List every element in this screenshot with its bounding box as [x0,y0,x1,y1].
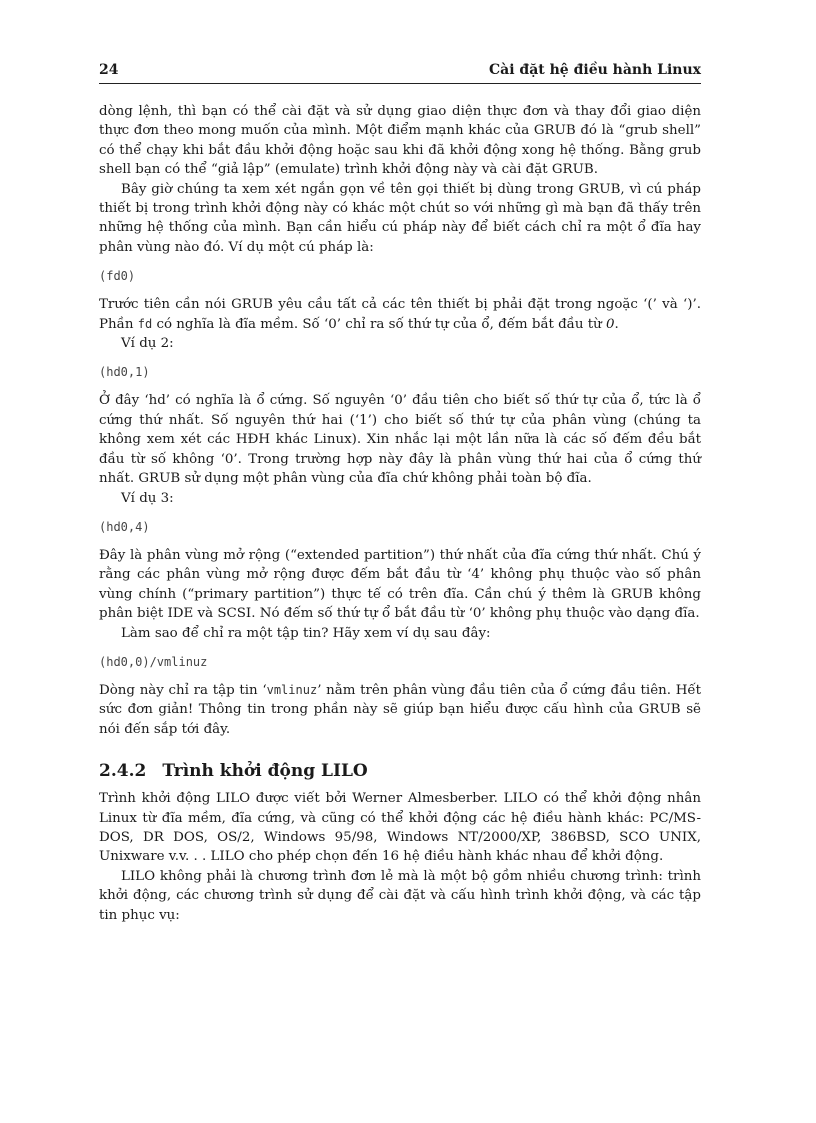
p7-text-a: Dòng này chỉ ra tập tin ‘ [99,682,267,698]
paragraph-4: Ở đây ‘hd’ có nghĩa là ổ cứng. Số nguyên ‘0’ đầu tiên cho biết số thứ tự của ổ, tức là ổ cứng thứ nhất. Số nguyên thứ hai (‘1’) cho biết số thứ tự của phân vùng (chúng ta không xem xét các HĐH khác Linux). Xin nhắc lại một lần nữa là các số đếm đều bắt đầu từ số không ‘0’. Trong trường hợp này đây là phân vùng thứ hai của ổ cứng thứ nhất. GRUB sử dụng một phân vùng của đĩa chứ không phải toàn bộ đĩa. [99,393,701,487]
code-example-3: (hd0,4) [99,519,150,534]
paragraph-2: Bây giờ chúng ta xem xét ngắn gọn về tên gọi thiết bị dùng trong GRUB, vì cú pháp thiết bị trong trình khởi động này có khác một chút so với những gì mà bạn đã thấy trên những hệ thống của mình. Bạn cần hiểu cú pháp này để biết cách chỉ ra một ổ đĩa hay phân vùng nào đó. Ví dụ một cú pháp là: [99,181,701,255]
code-example-4: (hd0,0)/vmlinuz [99,654,208,669]
p3-text-c: . [614,316,619,332]
paragraph-6: Làm sao để chỉ ra một tập tin? Hãy xem ví dụ sau đây: [121,625,491,641]
section-heading [99,761,701,781]
paragraph-8: Trình khởi động LILO được viết bởi Werner Almesberber. LILO có thể khởi động nhân Linux từ đĩa mềm, đĩa cứng, và cũng có thể khởi động các hệ điều hành khác: PC/MS-DOS, DR DOS, OS/2, Windows 95/98, Windows NT/2000/XP, 386BSD, SCO UNIX, Unixware v.v. . . LILO cho phép chọn đến 16 hệ điều hành khác nhau để khởi động. [99,791,701,865]
inline-code-vmlinuz: vmlinuz [266,682,318,697]
italic-zero: 0 [606,316,615,332]
section-title: Trình khởi động LILO [162,761,368,782]
p7-text-b: ’ nằm trên phân vùng đầu tiên của ổ cứng đầu tiên. Hết sức đơn giản! Thông tin trong phần này sẽ giúp bạn hiểu được cấu hình của GRUB sẽ nói đến sắp tới đây. [99,682,701,737]
running-title: Cài đặt hệ điều hành Linux [489,62,701,78]
page-header [99,62,701,84]
inline-code-fd: fd [137,316,153,331]
example-2-label: Ví dụ 2: [121,336,174,352]
example-3-label: Ví dụ 3: [121,490,174,506]
document-page [99,62,701,925]
p3-text-a: Trước tiên cần nói GRUB yêu cầu tất cả các tên thiết bị phải đặt trong ngoặc ‘(’ và ‘)’. Phần [99,297,701,332]
code-example-1: (fd0) [99,269,136,284]
paragraph-3 [99,295,701,334]
paragraph-5: Đây là phân vùng mở rộng (“extended partition”) thứ nhất của đĩa cứng thứ nhất. Chú ý rằng các phân vùng mở rộng được đếm bắt đầu từ ‘4’ không phụ thuộc vào số phân vùng chính (“primary partition”) thực tế có trên đĩa. Cần chú ý thêm là GRUB không phân biệt IDE và SCSI. Nó đếm số thứ tự ổ bắt đầu từ ‘0’ không phụ thuộc vào dạng đĩa. [99,547,701,622]
paragraph-1: dòng lệnh, thì bạn có thể cài đặt và sử dụng giao diện thực đơn và thay đổi giao diện thực đơn theo mong muốn của mình. Một điểm mạnh khác của GRUB đó là “grub shell” có thể chạy khi bắt đầu khởi động hoặc sau khi đã khởi động xong hệ thống. Bằng grub shell bạn có thể “giả lập” (emulate) trình khởi động này và cài đặt GRUB. [99,104,701,178]
p3-text-b: có nghĩa là đĩa mềm. Số ‘0’ chỉ ra số thứ tự của ổ, đếm bắt đầu từ [152,316,606,332]
section-number: 2.4.2 [99,761,147,782]
paragraph-7 [99,681,701,739]
page-number: 24 [99,62,119,78]
paragraph-9: LILO không phải là chương trình đơn lẻ mà là một bộ gồm nhiều chương trình: trình khởi động, các chương trình sử dụng để cài đặt và cấu hình trình khởi động, và các tập tin phục vụ: [99,868,701,923]
code-example-2: (hd0,1) [99,365,150,380]
